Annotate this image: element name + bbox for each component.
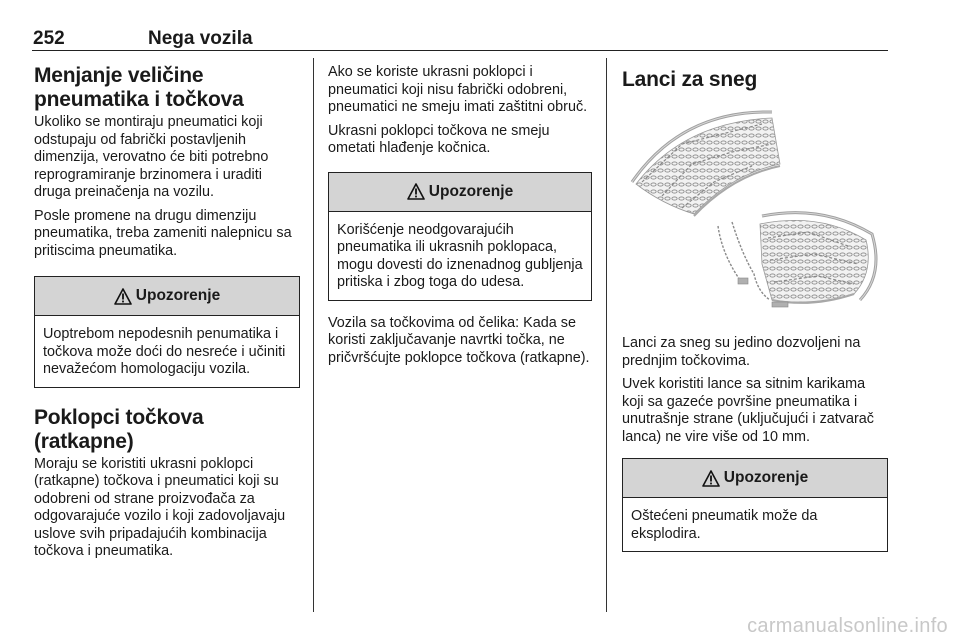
warning-triangle-icon: [702, 470, 720, 487]
paragraph: Ukrasni poklopci točkova ne smeju ometati hlađenje kočnica.: [328, 122, 550, 156]
warning-header: [623, 459, 887, 498]
page-number: 252: [33, 28, 65, 49]
warning-header: [329, 173, 591, 212]
paragraph: Lanci za sneg su jedino dozvoljeni na prednjim točkovima.: [622, 335, 861, 369]
column-left: [34, 64, 300, 561]
paragraph: Ako se koriste ukrasni poklopci i pneumatici koji nisu fabrički odobreni, pneumatici ne smeju imati zaštitni obruč.: [328, 64, 588, 115]
warning-header: [35, 277, 299, 316]
warning-box: [34, 276, 300, 388]
warning-triangle-icon: [114, 288, 132, 305]
paragraph: Ukoliko se montiraju pneumatici koji odstupaju od fabrički postavljenih dimenzija, verovatno će biti potrebno reprogramiranje brzinomera i uraditi druga preinačenja na vozilu.: [34, 114, 269, 200]
warning-text: Korišćenje neodgovarajućih pneumatika ili ukrasnih poklopaca, mogu dovesti do iznenadnog gubljenja pritiska i zbog toga do udesa.: [337, 221, 583, 290]
snow-chains-illustration: [622, 104, 888, 316]
column-divider: [313, 58, 314, 612]
paragraph: Moraju se koristiti ukrasni poklopci (ratkapne) točkova i pneumatici koji su odobreni od strane proizvođača za odgovarajuće vozilo i koji zadovoljavaju uslove svih pripadajućih kombinacija točkova i pneumatika.: [34, 455, 286, 559]
warning-text: Oštećeni pneumatik može da eksplodira.: [631, 508, 818, 542]
section-heading-wheel-covers: Poklopci točkova (ratkapne): [34, 405, 204, 453]
watermark: carmanualsonline.info: [747, 615, 948, 637]
warning-title: Upozorenje: [723, 469, 809, 486]
warning-title: Upozorenje: [428, 182, 514, 200]
warning-triangle-icon: [407, 183, 425, 200]
paragraph: Posle promene na drugu dimenziju pneumatika, treba zameniti nalepnicu sa pritiscima pneumatika.: [34, 207, 292, 259]
section-heading-snow-chains: Lanci za sneg: [622, 68, 758, 91]
column-right: [622, 64, 888, 552]
column-divider: [606, 58, 607, 612]
paragraph: Vozila sa točkovima od čelika: Kada se koristi zaključavanje navrtki točka, ne pričvršćujte poklopce točkova (ratkapne).: [328, 314, 590, 366]
chapter-title: Nega vozila: [148, 28, 253, 49]
column-middle: [328, 64, 592, 367]
warning-box: [622, 458, 888, 552]
warning-box: [328, 172, 592, 301]
warning-text: Uoptrebom nepodesnih penumatika i točkova može doći do nesreće i učiniti nevažećom homologaciju vozila.: [43, 326, 286, 377]
paragraph: Uvek koristiti lance sa sitnim karikama koji sa gazeće površine pneumatika i unutrašnje strane (uključujući i zatvarač lanca) ne vire više od 10 mm.: [622, 376, 874, 445]
warning-title: Upozorenje: [135, 287, 221, 304]
page-header: [32, 26, 888, 51]
section-heading-tire-size: Menjanje veličine pneumatika i točkova: [34, 64, 244, 111]
